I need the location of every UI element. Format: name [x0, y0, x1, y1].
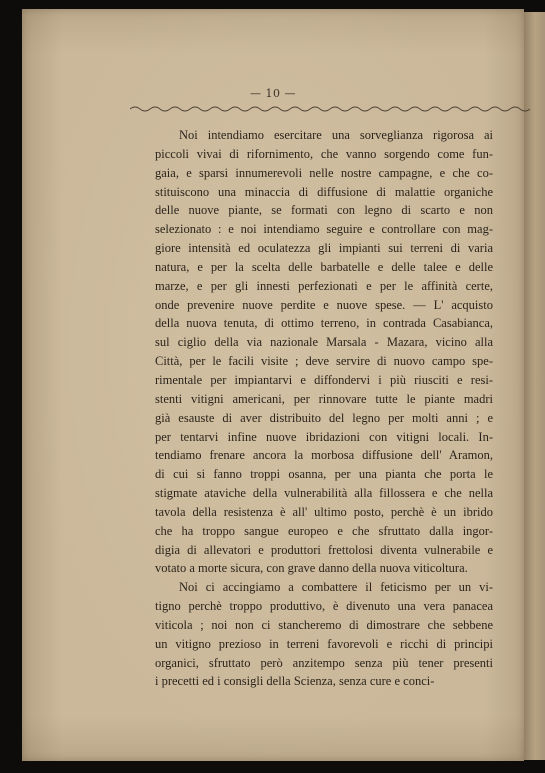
adjacent-page-edge	[522, 12, 545, 760]
text-line: già esauste di aver distribuito del legno per molti anni ; e	[155, 410, 493, 425]
text-line: della nuova tenuta, di ottimo terreno, in contrada Casabianca,	[155, 316, 493, 331]
wavy-header-rule	[130, 105, 530, 113]
text-line: un vitigno prezioso in terreni favorevoli e ricchi di principi	[155, 636, 493, 651]
text-line: marze, e per gli innesti perfezionati e per le affinità certe,	[155, 278, 493, 293]
text-line: di cui si fanno troppi osanna, per una pianta che porta le	[155, 467, 493, 482]
text-line: Noi ci accingiamo a combattere il feticismo per un vi-	[179, 580, 493, 595]
text-line: per tentarvi infine nuove ibridazioni con vitigni locali. In-	[155, 429, 493, 444]
text-line: selezionato : e noi intendiamo seguire e controllare con mag-	[155, 222, 493, 237]
text-line: natura, e per la scelta delle barbatelle e delle talee e delle	[155, 259, 493, 274]
text-line: rimentale per impiantarvi e diffondervi i più riusciti e resi-	[155, 372, 493, 387]
page-number: — 10 —	[250, 87, 296, 100]
text-line: i precetti ed i consigli della Scienza, senza cure e conci-	[155, 674, 435, 689]
text-line: stenti vitigni americani, per rinnovare tutte le piante madri	[155, 391, 493, 406]
text-line: tendiamo frenare ancora la morbosa diffusione dell' Aramon,	[155, 448, 493, 463]
text-line: viticola ; noi non ci stancheremo di dimostrare che sebbene	[155, 617, 493, 632]
text-line: tigno perchè troppo produttivo, è divenuto una vera panacea	[155, 599, 493, 614]
text-line: digia di allevatori e produttori frettolosi diventa vulnerabile e	[155, 542, 493, 557]
text-line: Noi intendiamo esercitare una sorveglianza rigorosa ai	[179, 128, 493, 142]
body-text	[155, 126, 493, 691]
text-line: votato a morte sicura, con grave danno della nuova viticoltura.	[155, 561, 468, 576]
text-line: delle nuove piante, se formati con legno di scarto e non	[155, 203, 493, 218]
text-line: sul ciglio della via nazionale Marsala - Mazara, vicino alla	[155, 335, 493, 350]
text-line: piccoli vivai di rifornimento, che vanno sorgendo come fun-	[155, 146, 493, 161]
text-line: organici, sfruttato però anzitempo senza più tener presenti	[155, 655, 493, 670]
text-line: Città, per le facili visite ; deve servire di nuovo campo spe-	[155, 354, 493, 369]
text-line: gaia, e sparsi innumerevoli nelle nostre campagne, e che co-	[155, 165, 493, 180]
text-line: giore intensità ed oculatezza gli impianti sui terreni di varia	[155, 241, 493, 256]
text-line: che ha troppo sangue europeo e che sfruttato dalla ingor-	[155, 523, 493, 538]
text-line: tavola della resistenza è all' ultimo posto, perchè è un ibrido	[155, 504, 493, 519]
text-line: onde prevenire nuove perdite e nuove spese. — L' acquisto	[155, 297, 493, 312]
book-page	[22, 9, 524, 761]
text-line: stigmate ataviche della vulnerabilità alla fillossera e che nella	[155, 486, 493, 501]
text-line: stituiscono una minaccia di diffusione di malattie organiche	[155, 184, 493, 199]
